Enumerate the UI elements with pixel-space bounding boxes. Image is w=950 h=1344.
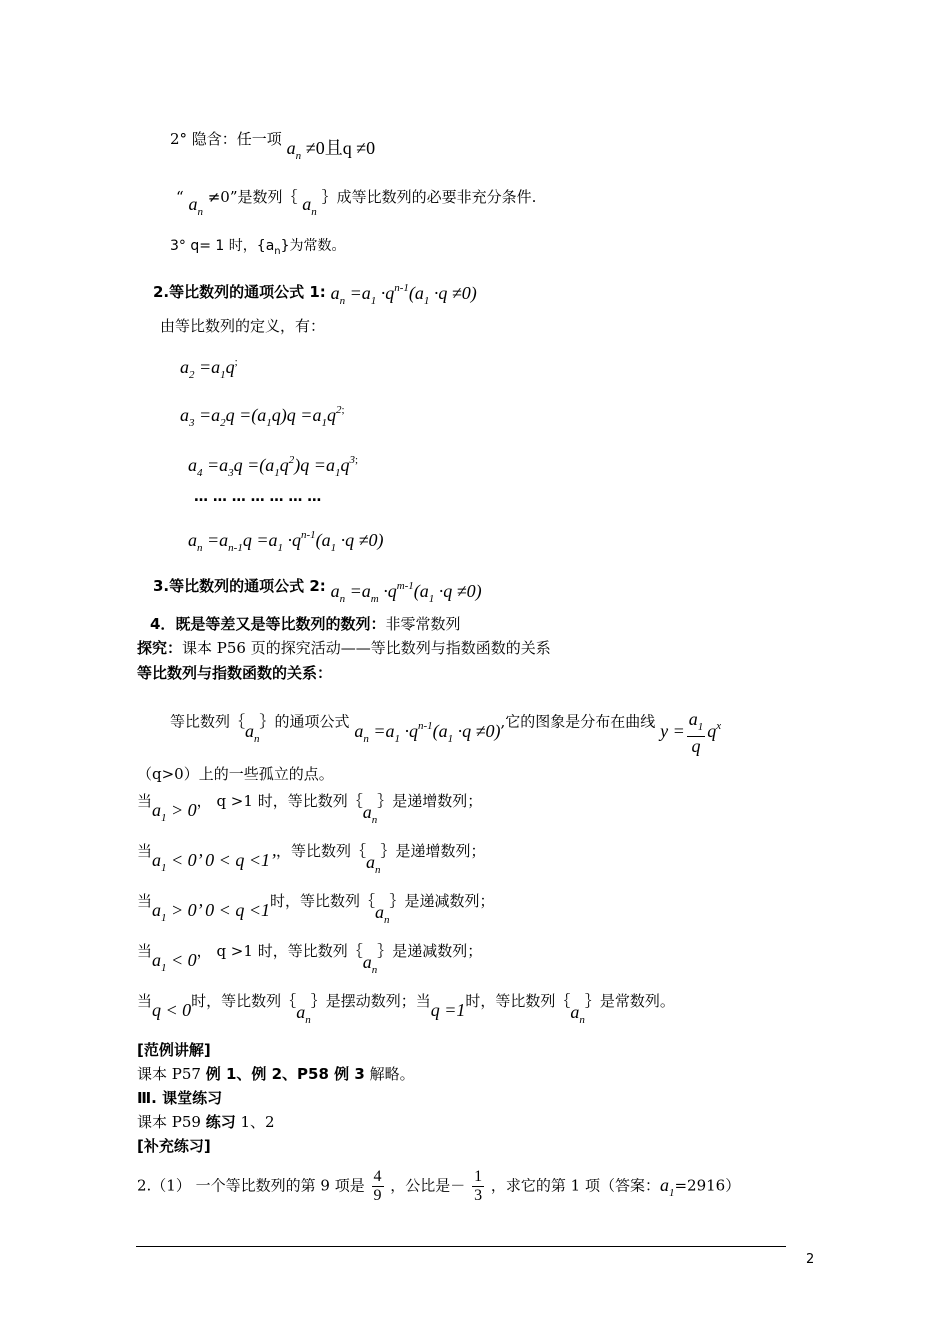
practice-text: 课本 P59 [137, 1113, 206, 1131]
implicit-condition-line [170, 128, 376, 162]
math-an-nonzero: $a_n$ [286, 138, 302, 162]
explore-label: 探究： [137, 639, 183, 657]
condition-3 [137, 890, 495, 926]
condition-4 [137, 940, 483, 976]
math-an: $a_n$ [366, 852, 381, 876]
constant-sequence-line [150, 614, 460, 634]
math-an: $a_n$ [570, 1002, 585, 1026]
q1-text: 3° q= 1 时，{a [170, 238, 275, 254]
derivation-ellipsis: … … … … … … … [194, 489, 322, 505]
math-an: $a_n$ [188, 194, 203, 218]
formula1-math: $a_n =a_1 \cdot q^{n-1}(a_1 \cdot q \ne 0)$ [330, 282, 477, 307]
formula2-line [153, 570, 482, 603]
condition-2 [137, 840, 486, 876]
relation-paragraph [170, 700, 722, 756]
examples-text-end: 解略。 [364, 1065, 415, 1083]
page-number: 2 [806, 1252, 815, 1267]
derivation-a4: $a_4 =a_3q =(a_1q^2)q =a_1q^{3;}$ [188, 454, 359, 479]
relation-text: ｝的通项公式 [259, 712, 350, 731]
condition-text: ≠0”是数列｛ [207, 188, 298, 206]
practice-heading: Ⅲ. 课堂练习 [137, 1089, 223, 1107]
math-q-nonzero: ≠0且q ≠0 [305, 138, 376, 158]
cond-math: q < 0 [152, 1000, 192, 1020]
math-an: $a_n$ [302, 194, 317, 218]
question-text: ，求它的第 1 项（答案： [490, 1176, 660, 1195]
cond-result: ｝是常数列。 [584, 992, 675, 1010]
curve-formula: y = $\frac{a_1}{q}$ $q^x$ [660, 709, 722, 756]
frac-den: 3 [474, 1187, 483, 1204]
frac-den: 9 [373, 1187, 382, 1204]
relation-formula: $a_n =a_1 \cdot q^{n-1}(a_1 \cdot q \ne 0)$ [354, 719, 501, 745]
explore-text: 课本 P56 页的探究活动——等比数列与指数函数的关系 [182, 639, 551, 657]
cond-text: ，等比数列｛ [275, 842, 366, 860]
answer-value: =2916） [674, 1176, 741, 1195]
cond-text: 时，等比数列｛ [465, 992, 571, 1010]
math-an: $a_n$ [362, 802, 378, 826]
cond-math: $a_1 > 0$ [152, 800, 197, 824]
relation-paragraph-cont: （q>0）上的一些孤立的点。 [137, 765, 334, 783]
quote-open: “ [176, 188, 184, 206]
cond-when: 当 [137, 842, 153, 860]
answer-a1: $a_1$ [659, 1174, 675, 1199]
cond-math: $a_1 < 0$ [152, 950, 197, 974]
cond-when: 当 [137, 792, 153, 810]
cond-text: ， q >1 时，等比数列｛ [196, 792, 363, 810]
examples-heading: [范例讲解] [137, 1041, 211, 1059]
derivation-a2: $a_2 =a_1q^;$ [180, 356, 238, 381]
math-an: $a_n$ [245, 720, 260, 745]
question-text: 2.（1） 一个等比数列的第 9 项是 [137, 1176, 365, 1195]
explore-line [137, 638, 551, 658]
formula2-math: $a_n =a_m \cdot q^{m-1}(a_1 \cdot q \ne 0)$ [330, 580, 482, 605]
frac-num: 4 [373, 1168, 382, 1185]
both-sequence-heading: 4．既是等差又是等比数列的数列： [150, 615, 386, 633]
relation-text: ,它的图象是分布在曲线 [500, 712, 656, 731]
question-line [137, 1168, 740, 1205]
q1-text-end: }为常数。 [280, 238, 346, 254]
math-an: $a_n$ [362, 952, 378, 976]
cond-when: 当 [137, 992, 153, 1010]
q1-sub: n [274, 245, 281, 257]
cond-math: $a_1 < 0$’ 0 < q <1’ [152, 850, 276, 874]
question-text: ，公比是－ [390, 1176, 466, 1195]
derivation-a3: $a_3 =a_2q =(a_1q)q =a_1q^{2;}$ [180, 404, 345, 429]
condition-1 [137, 790, 483, 826]
examples-line [137, 1064, 415, 1084]
fraction-4-9 [372, 1168, 384, 1205]
cond-result: ｝是递减数列； [389, 892, 495, 910]
math-an: $a_n$ [375, 902, 390, 926]
cond-when: 当 [137, 942, 153, 960]
both-sequence-answer: 非零常数列 [385, 615, 461, 633]
cond-math: q =1 [430, 1000, 466, 1020]
cond-math: $a_1 > 0$’ 0 < q <1 [152, 900, 270, 924]
cond-text: 时，等比数列｛ [269, 892, 375, 910]
examples-text: 课本 P57 [137, 1065, 206, 1083]
q-equals-one-line [170, 236, 346, 262]
practice-line [137, 1112, 275, 1132]
cond-result: ｝是摆动数列；当 [310, 992, 431, 1010]
formula1-line [153, 276, 477, 309]
necessary-condition-line [176, 186, 537, 218]
cond-result: ｝是递减数列； [377, 942, 483, 960]
practice-text-end: 1、2 [235, 1113, 275, 1131]
cond-result: ｝是递增数列； [380, 842, 486, 860]
math-an: $a_n$ [296, 1002, 311, 1026]
frac-num: 1 [474, 1168, 483, 1185]
condition-text-end: ｝成等比数列的必要非充分条件. [321, 188, 537, 206]
relation-heading: 等比数列与指数函数的关系： [137, 664, 333, 682]
formula2-heading: 3.等比数列的通项公式 2: [153, 577, 326, 595]
cond-result: ｝是递增数列； [377, 792, 483, 810]
fraction-1-3 [472, 1168, 484, 1205]
supplementary-heading: [补充练习] [137, 1137, 211, 1155]
relation-text: 等比数列｛ [170, 712, 246, 731]
derivation-an: $a_n =a_{n-1}q =a_1 \cdot q^{n-1}(a_1 \cdot q \ne 0)$ [188, 529, 384, 554]
cond-text: 时，等比数列｛ [191, 992, 297, 1010]
cond-when: 当 [137, 892, 153, 910]
condition-5 [137, 990, 675, 1026]
formula1-heading: 2.等比数列的通项公式 1: [153, 283, 326, 301]
definition-intro: 由等比数列的定义，有： [160, 317, 326, 335]
footer-rule [136, 1246, 786, 1247]
implicit-label: 2° 隐含：任一项 [170, 130, 282, 148]
practice-bold: 练习 [205, 1113, 236, 1131]
cond-text: ， q >1 时，等比数列｛ [196, 942, 363, 960]
examples-bold: 例 1、例 2、P58 例 3 [205, 1065, 365, 1083]
